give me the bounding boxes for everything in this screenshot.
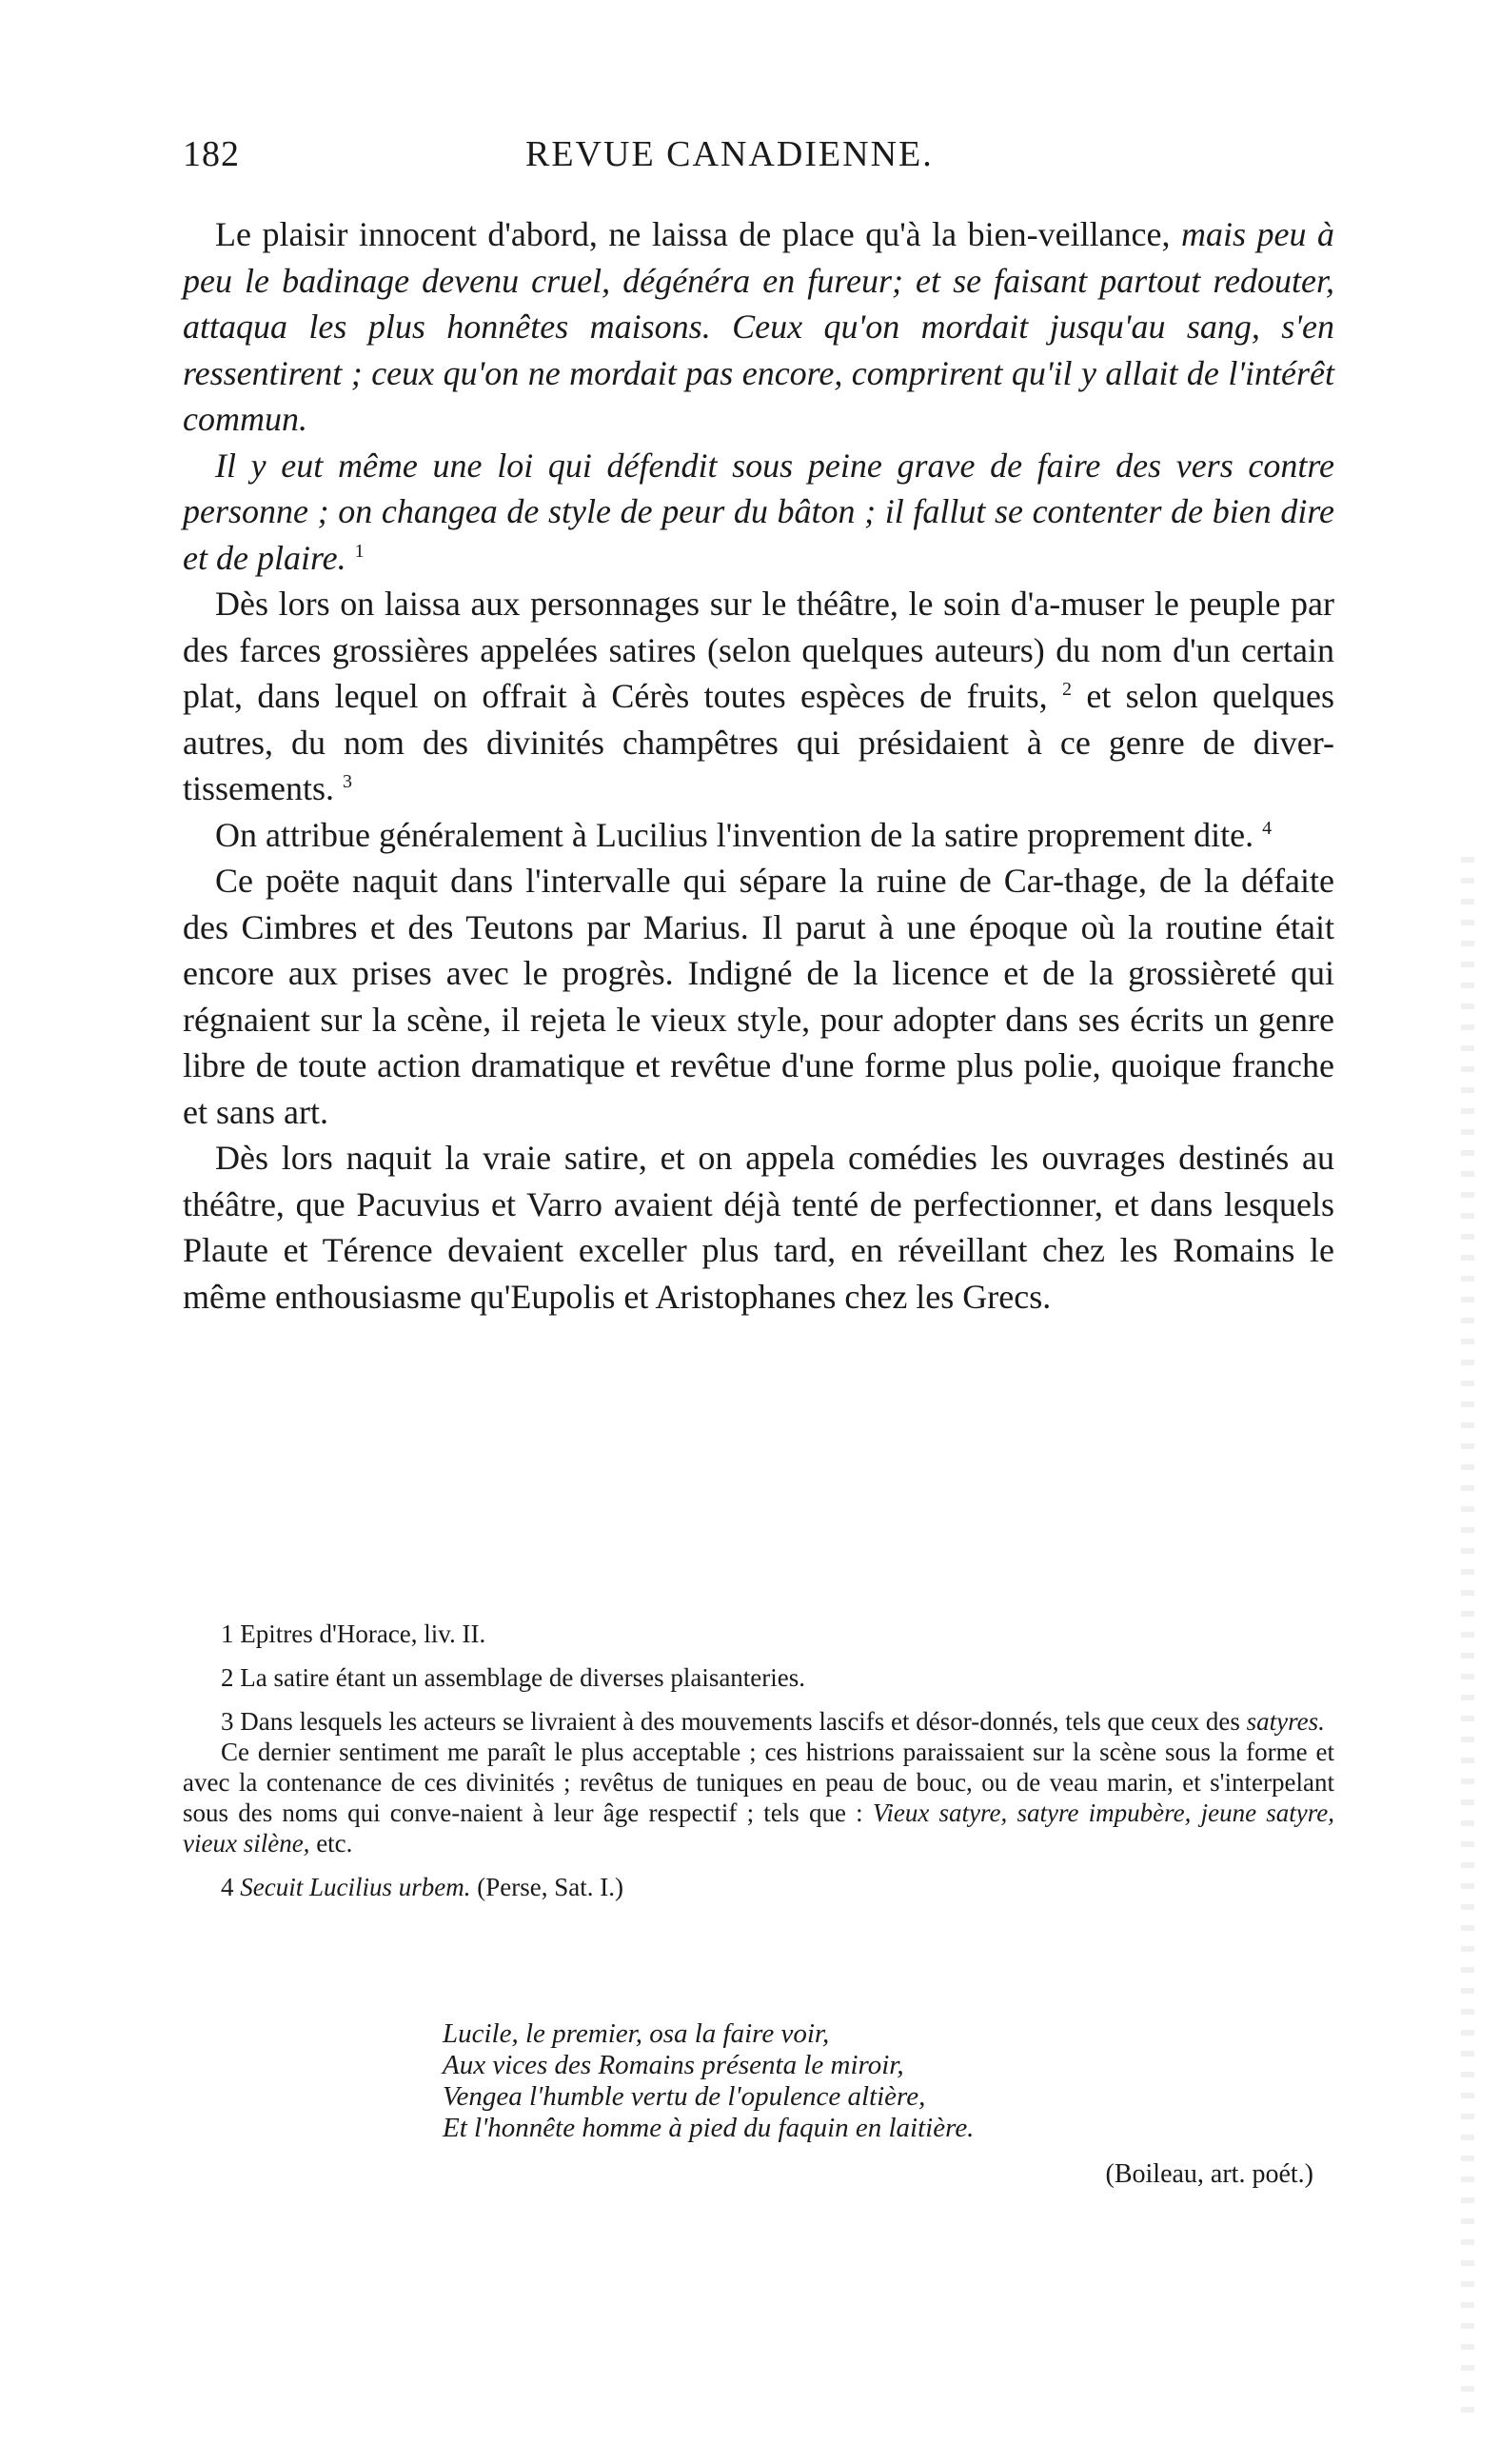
footnote-3-continued [183, 1737, 1334, 1858]
paragraph-2 [183, 443, 1334, 582]
paragraph-4 [183, 812, 1334, 859]
verse-line-4: Et l'honnête homme à pied du faquin en laitière. [443, 2113, 975, 2143]
footnote-ref-2: 2 [1061, 679, 1072, 700]
footnote-4 [183, 1872, 1334, 1902]
footnote-1: 1 Epitres d'Horace, liv. II. [221, 1619, 486, 1648]
verse-line-2: Aux vices des Romains présenta le miroir, [443, 2050, 904, 2080]
footnote-3 [183, 1706, 1334, 1737]
paragraph-4-text: On attribue généralement à Lucilius l'invention de la satire proprement dite. [215, 815, 1254, 854]
paragraph-2-italic: Il y eut même une loi qui défendit sous peine grave de faire des vers contre personne ; on changea de style de peur du bâton ; il fallut se contenter de bien dire et de plaire. [183, 446, 1334, 577]
footnote-3-italic: satyres. [1246, 1707, 1325, 1736]
verse-quotation [443, 2018, 1204, 2144]
footnote-ref-1: 1 [354, 540, 365, 562]
paragraph-5: Ce poëte naquit dans l'intervalle qui sépare la ruine de Car-thage, de la défaite des Cimbres et des Teutons par Marius. Il parut à une époque où la routine était encore aux prises avec le progrès. Indigné de la licence et de la grossièreté qui régnaient sur la scène, il rejeta le vieux style, pour adopter dans ses écrits un genre libre de toute action dramatique et revêtue d'une forme plus polie, quoique franche et sans art. [183, 862, 1334, 1131]
footnote-3-text: 3 Dans lesquels les acteurs se livraient à des mouvements lascifs et désor-donnés, tels que ceux des [221, 1707, 1247, 1736]
paragraph-3 [183, 581, 1334, 812]
footnote-ref-4: 4 [1262, 817, 1273, 839]
footnote-3-cont-text: Ce dernier sentiment me paraît le plus acceptable ; ces histrions paraissaient sur la scène sous la forme et avec la contenance de ces divinités ; revêtus de tuniques en peau de bouc, ou de veau marin, et s'interpelant sous des noms qui conve-naient à leur âge respectif ; tels que : [183, 1738, 1334, 1827]
footnote-4-reference: (Perse, Sat. I.) [470, 1873, 623, 1901]
footnote-ref-3: 3 [343, 771, 352, 792]
paragraph-3-part-b: et selon quelques autres, du nom des divinités champêtres qui présidaient à ce genre de diver-tissements. [183, 677, 1334, 807]
body-text [183, 211, 1334, 1320]
page-header [183, 133, 1334, 190]
verse-line-3: Vengea l'humble vertu de l'opulence altière, [443, 2081, 926, 2112]
paragraph-1-italic: mais peu à peu le badinage devenu cruel, dégénéra en fureur; et se faisant partout redouter, attaqua les plus honnêtes maisons. Ceux qu'on mordait jusqu'au sang, s'en ressentirent ; ceux qu'on ne mordait pas encore, comprirent qu'il y allait de l'intérêt commun. [183, 215, 1334, 438]
footnote-3-cont-end: etc. [309, 1829, 353, 1858]
footnote-3-cont-italic: Vieux satyre, satyre impubère, jeune satyre, vieux silène, [183, 1798, 1334, 1858]
page-number: 182 [183, 134, 240, 174]
paragraph-3-part-a: Dès lors on laissa aux personnages sur le théâtre, le soin d'a-muser le peuple par des farces grossières appelées satires (selon quelques auteurs) du nom d'un certain plat, dans lequel on offrait à Cérès toutes espèces de fruits, [183, 585, 1334, 715]
paragraph-6: Dès lors naquit la vraie satire, et on appela comédies les ouvrages destinés au théâtre, que Pacuvius et Varro avaient déjà tenté de perfectionner, et dans lesquels Plaute et Térence devaient exceller plus tard, en réveillant chez les Romains le même enthousiasme qu'Eupolis et Aristophanes chez les Grecs. [183, 1139, 1334, 1316]
paragraph-1-roman: Le plaisir innocent d'abord, ne laissa de place qu'à la bien-veillance, [215, 215, 1182, 253]
paragraph-1 [183, 211, 1334, 443]
footnotes [183, 1619, 1334, 1902]
verse-line-1: Lucile, le premier, osa la faire voir, [443, 2018, 830, 2049]
footnote-4-number: 4 [221, 1873, 241, 1901]
page-edge-stain [1461, 857, 1474, 2418]
footnote-2: 2 La satire étant un assemblage de diverses plaisanteries. [221, 1663, 806, 1692]
verse-attribution: (Boileau, art. poét.) [1105, 2159, 1313, 2189]
running-title: REVUE CANADIENNE. [525, 134, 934, 174]
footnote-4-quote: Secuit Lucilius urbem. [240, 1873, 471, 1901]
